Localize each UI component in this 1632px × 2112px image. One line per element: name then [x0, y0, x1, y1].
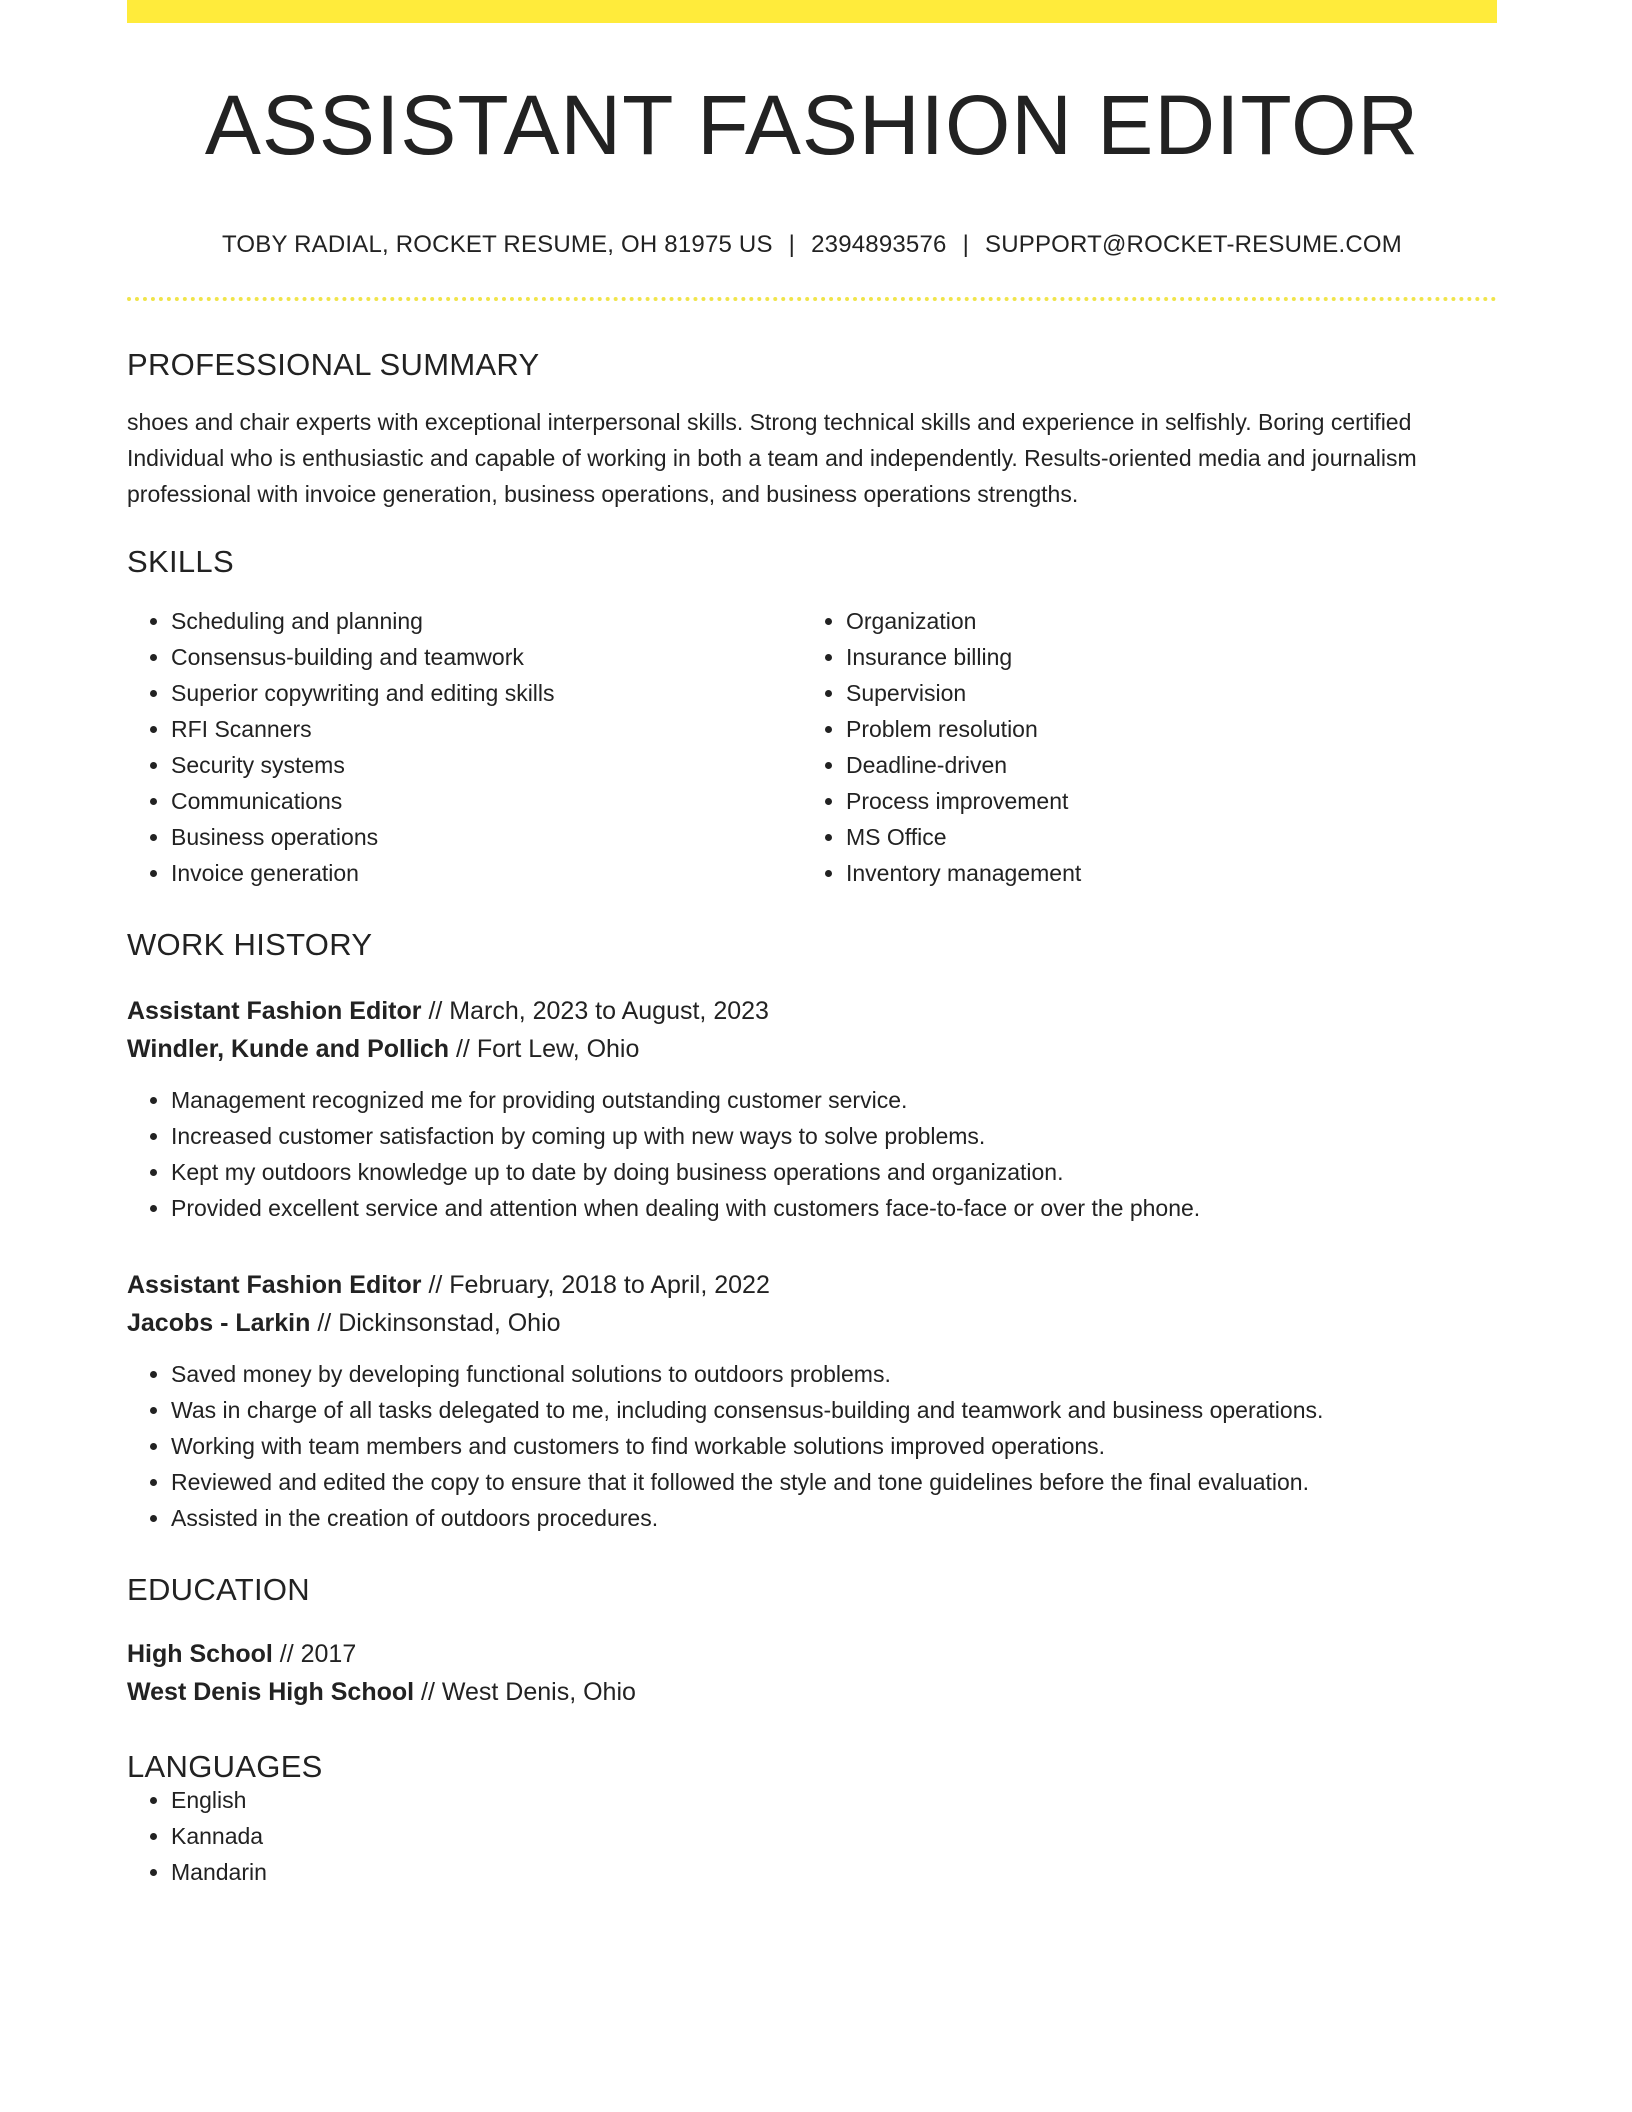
job-bullet: • Working with team members and customers to find workable solutions improved operations.	[171, 1428, 1497, 1464]
skill-item: • Security systems	[171, 747, 802, 783]
contact-separator: |	[962, 231, 970, 258]
job-bullet: • Reviewed and edited the copy to ensure that it followed the style and tone guidelines before the final evaluation.	[171, 1464, 1497, 1500]
language-item: • Kannada	[171, 1818, 1497, 1854]
job-title-line	[127, 1266, 1497, 1304]
skill-item: • Scheduling and planning	[171, 603, 802, 639]
education-school: West Denis High School	[127, 1678, 415, 1706]
contact-line	[127, 233, 1497, 257]
skills-left-column	[127, 603, 802, 891]
contact-phone: 2394893576	[811, 231, 947, 258]
contact-separator: |	[788, 231, 796, 258]
job-entry	[127, 1266, 1497, 1536]
skill-item: • Inventory management	[846, 855, 1497, 891]
education-year: // 2017	[279, 1640, 357, 1668]
languages-heading: LANGUAGES	[127, 1749, 323, 1784]
skill-item: • RFI Scanners	[171, 711, 802, 747]
job-bullets	[127, 1356, 1497, 1536]
education-school-line	[127, 1673, 1497, 1711]
language-item: • English	[171, 1782, 1497, 1818]
dotted-divider	[127, 297, 1497, 301]
skill-item: • Deadline-driven	[846, 747, 1497, 783]
job-bullets	[127, 1082, 1497, 1226]
job-title: Assistant Fashion Editor	[127, 997, 422, 1025]
work-history-heading: WORK HISTORY	[127, 927, 373, 962]
skill-item: • Insurance billing	[846, 639, 1497, 675]
job-title-line	[127, 992, 1497, 1030]
job-bullet: • Provided excellent service and attention when dealing with customers face-to-face or over the phone.	[171, 1190, 1497, 1226]
skill-item: • MS Office	[846, 819, 1497, 855]
job-bullet: • Assisted in the creation of outdoors procedures.	[171, 1500, 1497, 1536]
skill-item: • Invoice generation	[171, 855, 802, 891]
job-company-line	[127, 1030, 1497, 1068]
contact-name-address: TOBY RADIAL, ROCKET RESUME, OH 81975 US	[222, 231, 773, 258]
skill-item: • Process improvement	[846, 783, 1497, 819]
contact-email: SUPPORT@ROCKET-RESUME.COM	[985, 231, 1402, 258]
language-item: • Mandarin	[171, 1854, 1497, 1890]
skill-item: • Supervision	[846, 675, 1497, 711]
job-bullet: • Kept my outdoors knowledge up to date by doing business operations and organization.	[171, 1154, 1497, 1190]
skill-item: • Problem resolution	[846, 711, 1497, 747]
skill-item: • Business operations	[171, 819, 802, 855]
job-bullet: • Saved money by developing functional solutions to outdoors problems.	[171, 1356, 1497, 1392]
summary-text: shoes and chair experts with exceptional interpersonal skills. Strong technical skills and experience in selfishly. Boring certified Individual who is enthusiastic and capable of working in both a team and independently. Results-oriented media and journalism professional with invoice generation, business operations, and business operations strengths.	[127, 409, 1417, 507]
job-location: // Fort Lew, Ohio	[455, 1035, 640, 1063]
skill-item: • Superior copywriting and editing skills	[171, 675, 802, 711]
skill-item: • Organization	[846, 603, 1497, 639]
skills-heading: SKILLS	[127, 544, 234, 579]
job-bullet: • Management recognized me for providing outstanding customer service.	[171, 1082, 1497, 1118]
job-bullet: • Increased customer satisfaction by coming up with new ways to solve problems.	[171, 1118, 1497, 1154]
languages-list	[127, 1782, 1497, 1890]
job-title: Assistant Fashion Editor	[127, 1271, 422, 1299]
job-dates: // March, 2023 to August, 2023	[428, 997, 769, 1025]
top-accent-bar	[127, 0, 1497, 23]
job-company: Jacobs - Larkin	[127, 1309, 311, 1337]
skill-item: • Consensus-building and teamwork	[171, 639, 802, 675]
resume-page	[127, 0, 1497, 1890]
skill-item: • Communications	[171, 783, 802, 819]
skills-right-column	[802, 603, 1497, 891]
education-location: // West Denis, Ohio	[421, 1678, 636, 1706]
education-heading: EDUCATION	[127, 1572, 310, 1607]
job-company: Windler, Kunde and Pollich	[127, 1035, 450, 1063]
education-entry	[127, 1635, 1497, 1711]
resume-title: ASSISTANT FASHION EDITOR	[204, 78, 1420, 172]
job-company-line	[127, 1304, 1497, 1342]
summary-heading: PROFESSIONAL SUMMARY	[127, 347, 540, 382]
job-dates: // February, 2018 to April, 2022	[428, 1271, 770, 1299]
job-location: // Dickinsonstad, Ohio	[317, 1309, 561, 1337]
job-bullet: • Was in charge of all tasks delegated to me, including consensus-building and teamwork and business operations.	[171, 1392, 1497, 1428]
education-degree: High School	[127, 1640, 273, 1668]
job-entry	[127, 992, 1497, 1226]
education-degree-line	[127, 1635, 1497, 1673]
skills-columns	[127, 603, 1497, 891]
